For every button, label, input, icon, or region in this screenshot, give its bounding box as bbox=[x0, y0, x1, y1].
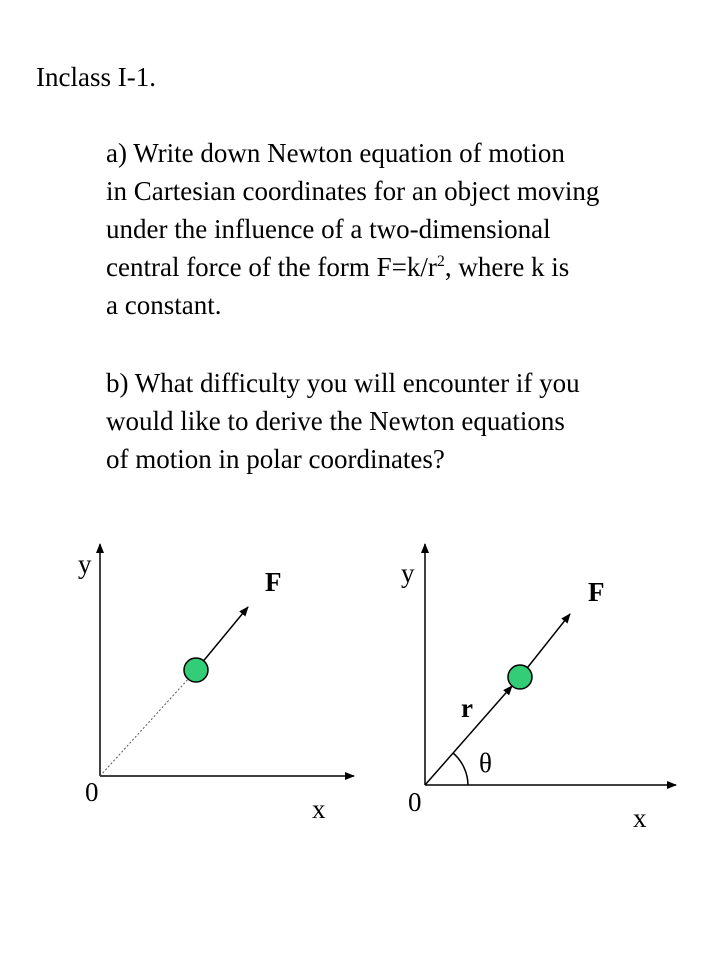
x-axis-label: x bbox=[312, 794, 326, 824]
part-b-line-1: b) What difficulty you will encounter if you bbox=[106, 368, 580, 398]
force-label: F bbox=[265, 567, 282, 597]
exponent: 2 bbox=[436, 253, 445, 270]
x-axis-label: x bbox=[633, 803, 647, 833]
angle-label: θ bbox=[479, 748, 492, 778]
part-b-line-3: of motion in polar coordinates? bbox=[106, 444, 445, 474]
origin-label: 0 bbox=[85, 777, 99, 807]
y-axis-label: y bbox=[401, 558, 415, 588]
page-title: Inclass I-1. bbox=[36, 62, 156, 92]
part-a-line-3: under the influence of a two-dimensional bbox=[106, 214, 551, 244]
object-circle bbox=[508, 665, 532, 689]
part-a-line-2: in Cartesian coordinates for an object moving bbox=[106, 176, 600, 206]
part-b-line-2: would like to derive the Newton equations bbox=[106, 406, 565, 436]
angle-arc bbox=[453, 753, 468, 785]
force-label: F bbox=[588, 577, 605, 607]
part-a-line-1: a) Write down Newton equation of motion bbox=[106, 138, 565, 168]
part-a-line-4-text: central force of the form F=k/r bbox=[106, 252, 437, 282]
part-a-line-4-tail: , where k is bbox=[444, 252, 570, 282]
part-a-line-5: a constant. bbox=[106, 290, 222, 320]
y-axis-label: y bbox=[78, 549, 92, 579]
radius-label: r bbox=[461, 693, 473, 723]
origin-label: 0 bbox=[408, 787, 422, 817]
